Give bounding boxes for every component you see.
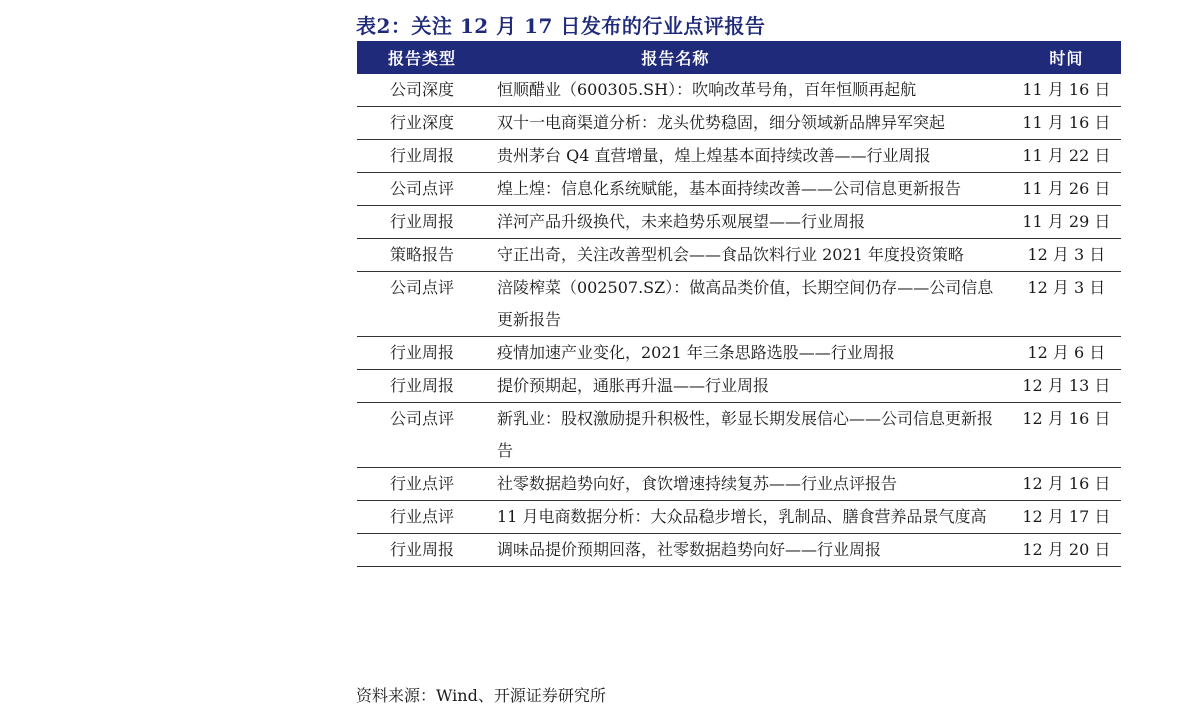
cell-report-name: 贵州茅台 Q4 直营增量，煌上煌基本面持续改善——行业周报 — [487, 140, 1012, 173]
cell-date: 11 月 16 日 — [1012, 74, 1121, 107]
cell-report-name: 社零数据趋势向好，食饮增速持续复苏——行业点评报告 — [487, 468, 1012, 501]
table-row — [357, 337, 1121, 370]
table-row — [357, 468, 1121, 501]
header-report-name-label: 报告名称 — [641, 49, 710, 68]
cell-report-name: 疫情加速产业变化，2021 年三条思路选股——行业周报 — [487, 337, 1012, 370]
cell-report-name: 新乳业：股权激励提升积极性，彰显长期发展信心——公司信息更新报告 — [487, 403, 1012, 468]
table-row — [357, 272, 1121, 337]
table-row — [357, 206, 1121, 239]
cell-report-type: 策略报告 — [357, 239, 487, 272]
header-date: 时间 — [1012, 41, 1121, 74]
cell-report-type: 行业点评 — [357, 468, 487, 501]
cell-date: 12 月 3 日 — [1012, 239, 1121, 272]
header-report-type: 报告类型 — [357, 41, 487, 74]
cell-report-name: 守正出奇，关注改善型机会——食品饮料行业 2021 年度投资策略 — [487, 239, 1012, 272]
cell-date: 12 月 17 日 — [1012, 501, 1121, 534]
table-row — [357, 534, 1121, 567]
table-row — [357, 74, 1121, 107]
source-note: 资料来源：Wind、开源证券研究所 — [356, 686, 606, 705]
cell-report-type: 行业点评 — [357, 501, 487, 534]
cell-date: 12 月 6 日 — [1012, 337, 1121, 370]
cell-report-name: 洋河产品升级换代，未来趋势乐观展望——行业周报 — [487, 206, 1012, 239]
cell-date: 12 月 16 日 — [1012, 468, 1121, 501]
cell-report-name: 调味品提价预期回落，社零数据趋势向好——行业周报 — [487, 534, 1012, 567]
cell-report-type: 行业周报 — [357, 337, 487, 370]
cell-report-type: 行业周报 — [357, 206, 487, 239]
cell-report-name: 涪陵榨菜（002507.SZ）：做高品类价值，长期空间仍存——公司信息更新报告 — [487, 272, 1012, 337]
cell-report-type: 公司点评 — [357, 173, 487, 206]
table-row — [357, 173, 1121, 206]
table-row — [357, 107, 1121, 140]
table-row — [357, 239, 1121, 272]
table-header-row — [357, 41, 1121, 74]
cell-report-name: 11 月电商数据分析：大众品稳步增长，乳制品、膳食营养品景气度高 — [487, 501, 1012, 534]
cell-report-type: 公司深度 — [357, 74, 487, 107]
table-row — [357, 370, 1121, 403]
cell-date: 12 月 13 日 — [1012, 370, 1121, 403]
cell-report-type: 行业周报 — [357, 534, 487, 567]
cell-report-type: 公司点评 — [357, 272, 487, 337]
cell-date: 11 月 26 日 — [1012, 173, 1121, 206]
cell-report-type: 公司点评 — [357, 403, 487, 468]
cell-date: 11 月 29 日 — [1012, 206, 1121, 239]
cell-report-type: 行业深度 — [357, 107, 487, 140]
cell-date: 12 月 3 日 — [1012, 272, 1121, 337]
report-table — [357, 41, 1121, 567]
cell-date: 12 月 20 日 — [1012, 534, 1121, 567]
table-caption: 表2：关注 12 月 17 日发布的行业点评报告 — [356, 14, 766, 38]
header-report-name — [487, 41, 1012, 74]
cell-report-type: 行业周报 — [357, 140, 487, 173]
cell-report-name: 恒顺醋业（600305.SH）：吹响改革号角，百年恒顺再起航 — [487, 74, 1012, 107]
cell-report-name: 提价预期起，通胀再升温——行业周报 — [487, 370, 1012, 403]
table-row — [357, 501, 1121, 534]
cell-report-type: 行业周报 — [357, 370, 487, 403]
cell-date: 11 月 16 日 — [1012, 107, 1121, 140]
cell-date: 12 月 16 日 — [1012, 403, 1121, 468]
cell-report-name: 双十一电商渠道分析：龙头优势稳固，细分领域新品牌异军突起 — [487, 107, 1012, 140]
table-row — [357, 403, 1121, 468]
table-row — [357, 140, 1121, 173]
cell-report-name: 煌上煌：信息化系统赋能，基本面持续改善——公司信息更新报告 — [487, 173, 1012, 206]
cell-date: 11 月 22 日 — [1012, 140, 1121, 173]
